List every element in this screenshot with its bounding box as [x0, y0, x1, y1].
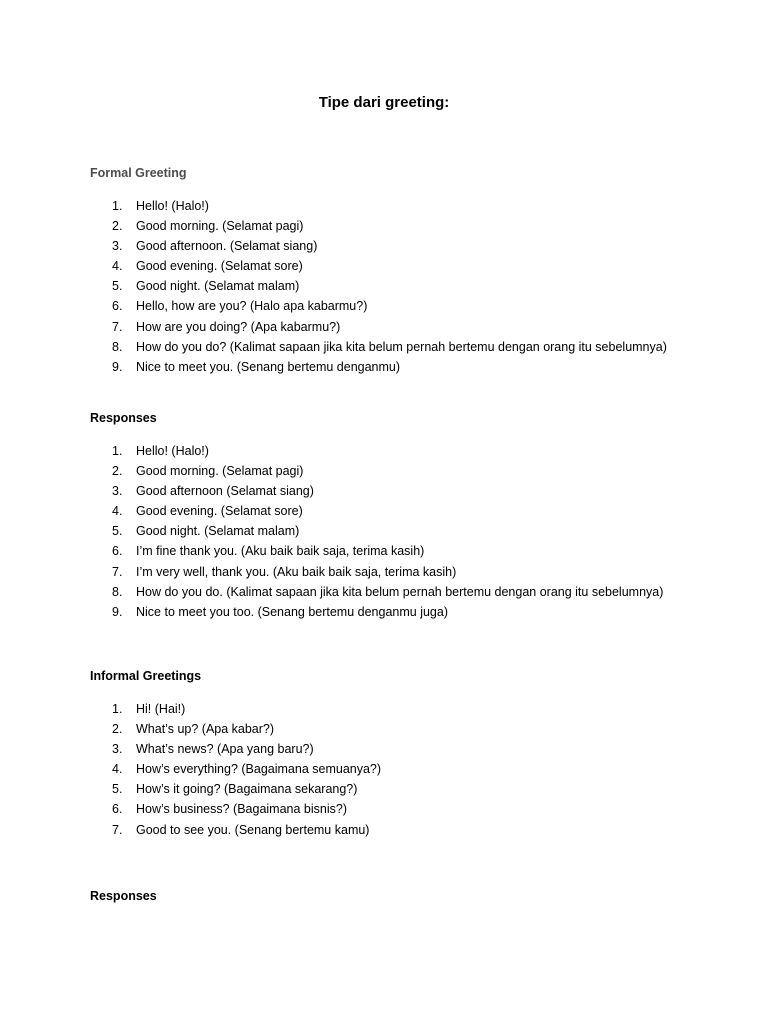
- list-number: 3.: [112, 742, 123, 757]
- list-number: 4.: [112, 504, 123, 519]
- list-text: Hello! (Halo!): [136, 444, 209, 458]
- list-text: Good evening. (Selamat sore): [136, 259, 303, 274]
- list-text: Good night. (Selamat malam): [136, 524, 300, 539]
- list-text: I’m very well, thank you. (Aku baik baik saja, terima kasih): [136, 564, 457, 579]
- list-text: Nice to meet you. (Senang bertemu denganmu): [136, 359, 401, 374]
- list-text: How’s it going? (Bagaimana sekarang?): [136, 782, 358, 797]
- list-text: Nice to meet you too. (Senang bertemu denganmu juga): [136, 604, 448, 619]
- list-text: Hello! (Halo!): [136, 199, 209, 213]
- list-text: Hello, how are you? (Halo apa kabarmu?): [136, 299, 368, 314]
- list-text: What’s up? (Apa kabar?): [136, 722, 275, 737]
- list-number: 9.: [112, 359, 123, 374]
- list-text: What’s news? (Apa yang baru?): [136, 742, 314, 757]
- formal-greeting-heading: Formal Greeting: [90, 166, 187, 180]
- list-text: Good afternoon (Selamat siang): [136, 484, 314, 499]
- list-number: 8.: [112, 339, 123, 354]
- list-text: How are you doing? (Apa kabarmu?): [136, 319, 341, 334]
- list-number: 6.: [112, 544, 123, 559]
- list-text: Good night. (Selamat malam): [136, 279, 300, 294]
- list-number: 1.: [112, 199, 123, 213]
- list-text: How’s everything? (Bagaimana semuanya?): [136, 762, 382, 777]
- list-number: 1.: [112, 444, 123, 458]
- list-number: 4.: [112, 259, 123, 274]
- formal-responses-heading: Responses: [90, 411, 157, 425]
- document-title: Tipe dari greeting:: [318, 94, 450, 111]
- informal-greetings-heading: Informal Greetings: [90, 669, 202, 683]
- list-number: 1.: [112, 702, 123, 716]
- list-text: Good evening. (Selamat sore): [136, 504, 303, 519]
- list-number: 2.: [112, 464, 123, 479]
- list-text: Hi! (Hai!): [136, 702, 186, 716]
- list-number: 6.: [112, 299, 123, 314]
- list-number: 8.: [112, 584, 123, 599]
- list-number: 7.: [112, 822, 123, 837]
- list-text: Good morning. (Selamat pagi): [136, 219, 304, 234]
- list-number: 6.: [112, 802, 123, 817]
- list-number: 2.: [112, 219, 123, 234]
- list-number: 7.: [112, 564, 123, 579]
- list-text: Good to see you. (Senang bertemu kamu): [136, 822, 370, 837]
- list-text: I’m fine thank you. (Aku baik baik saja, terima kasih): [136, 544, 425, 559]
- list-number: 3.: [112, 239, 123, 254]
- list-number: 7.: [112, 319, 123, 334]
- list-number: 5.: [112, 782, 123, 797]
- list-number: 5.: [112, 279, 123, 294]
- list-number: 5.: [112, 524, 123, 539]
- list-text: Good afternoon. (Selamat siang): [136, 239, 318, 254]
- list-number: 4.: [112, 762, 123, 777]
- list-text: How’s business? (Bagaimana bisnis?): [136, 802, 347, 817]
- list-text: How do you do? (Kalimat sapaan jika kita belum pernah bertemu dengan orang itu sebelumnya): [136, 339, 667, 354]
- informal-responses-heading: Responses: [90, 889, 157, 903]
- list-text: How do you do. (Kalimat sapaan jika kita belum pernah bertemu dengan orang itu sebelumnya): [136, 584, 664, 599]
- list-number: 9.: [112, 604, 123, 619]
- list-number: 3.: [112, 484, 123, 499]
- list-number: 2.: [112, 722, 123, 737]
- list-text: Good morning. (Selamat pagi): [136, 464, 304, 479]
